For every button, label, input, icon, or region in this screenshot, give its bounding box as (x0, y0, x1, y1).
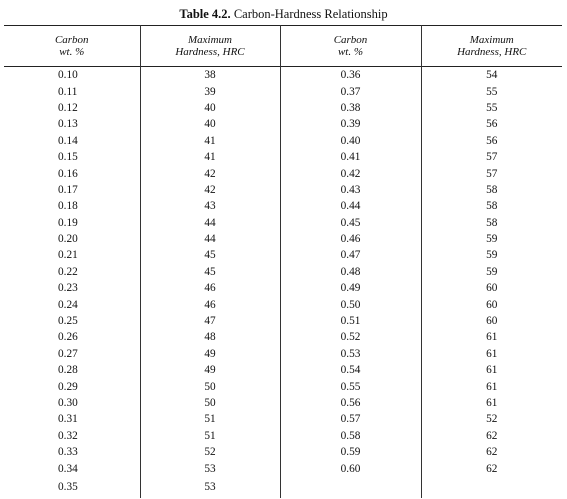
hardness-cell: 51 (140, 428, 280, 444)
hardness-cell: 40 (140, 116, 280, 132)
hardness-cell: 58 (421, 215, 562, 231)
hardness-cell: 56 (421, 116, 562, 132)
table-row (4, 231, 562, 247)
carbon-cell: 0.32 (58, 429, 78, 442)
table-row (4, 428, 562, 444)
carbon-cell: 0.50 (280, 296, 421, 312)
carbon-cell: 0.33 (58, 446, 78, 459)
carbon-cell: 0.56 (280, 395, 421, 411)
table-row (4, 362, 562, 378)
header-hardness-1 (140, 26, 280, 67)
table-row (4, 67, 562, 84)
carbon-cell (280, 477, 421, 498)
table-row (4, 215, 562, 231)
table-row (4, 411, 562, 427)
hardness-cell: 48 (140, 329, 280, 345)
hardness-cell (421, 477, 562, 498)
hardness-cell: 52 (421, 411, 562, 427)
hardness-cell: 59 (421, 264, 562, 280)
hardness-cell: 42 (140, 182, 280, 198)
carbon-cell: 0.39 (280, 116, 421, 132)
table-row (4, 198, 562, 214)
header-carbon-2-line2: wt. % (337, 46, 364, 58)
hardness-cell: 60 (421, 296, 562, 312)
hardness-cell: 61 (421, 362, 562, 378)
table-row (4, 296, 562, 312)
carbon-cell: 0.51 (280, 313, 421, 329)
hardness-cell: 51 (140, 411, 280, 427)
table-number: Table 4.2. (179, 7, 231, 21)
header-carbon-1 (4, 26, 140, 67)
table-header (4, 26, 562, 67)
carbon-cell: 0.60 (280, 460, 421, 476)
carbon-cell: 0.37 (280, 83, 421, 99)
table-row (4, 444, 562, 460)
hardness-cell: 61 (421, 346, 562, 362)
carbon-cell: 0.34 (58, 462, 78, 475)
hardness-cell: 46 (140, 280, 280, 296)
carbon-cell: 0.58 (280, 428, 421, 444)
hardness-cell: 50 (140, 378, 280, 394)
table-row (4, 395, 562, 411)
table-row (4, 378, 562, 394)
hardness-cell: 45 (140, 247, 280, 263)
hardness-cell: 39 (140, 83, 280, 99)
carbon-cell: 0.48 (280, 264, 421, 280)
carbon-cell: 0.59 (280, 444, 421, 460)
hardness-cell: 55 (421, 83, 562, 99)
table-row (4, 247, 562, 263)
carbon-cell: 0.53 (280, 346, 421, 362)
table-row (4, 313, 562, 329)
hardness-cell: 56 (421, 133, 562, 149)
header-hardness-2-line2: Hardness, HRC (457, 46, 527, 58)
hardness-cell: 54 (421, 67, 562, 84)
carbon-cell: 0.43 (280, 182, 421, 198)
carbon-cell: 0.49 (280, 280, 421, 296)
carbon-cell: 0.17 (58, 183, 78, 196)
hardness-cell: 57 (421, 165, 562, 181)
carbon-cell: 0.21 (58, 249, 78, 262)
hardness-cell: 41 (140, 133, 280, 149)
hardness-cell: 41 (140, 149, 280, 165)
carbon-cell: 0.22 (58, 265, 78, 278)
hardness-cell: 47 (140, 313, 280, 329)
carbon-cell: 0.27 (58, 347, 78, 360)
carbon-cell: 0.41 (280, 149, 421, 165)
hardness-cell: 60 (421, 313, 562, 329)
table-row (4, 264, 562, 280)
header-hardness-2-line1: Maximum (469, 34, 514, 46)
header-carbon-1-line2: wt. % (59, 46, 85, 58)
carbon-cell: 0.24 (58, 298, 78, 311)
table-caption: Carbon-Hardness Relationship (233, 7, 388, 21)
hardness-cell: 49 (140, 362, 280, 378)
hardness-cell: 52 (140, 444, 280, 460)
table-row (4, 165, 562, 181)
table-row (4, 182, 562, 198)
hardness-cell: 60 (421, 280, 562, 296)
table-row (4, 133, 562, 149)
table-body (4, 67, 562, 498)
header-carbon-1-line1: Carbon (54, 34, 89, 46)
table-row (4, 116, 562, 132)
table-row (4, 280, 562, 296)
hardness-cell: 40 (140, 100, 280, 116)
carbon-cell: 0.23 (58, 282, 78, 295)
hardness-cell: 59 (421, 231, 562, 247)
carbon-cell: 0.40 (280, 133, 421, 149)
hardness-cell: 49 (140, 346, 280, 362)
table-row (4, 83, 562, 99)
carbon-cell: 0.36 (280, 67, 421, 84)
table-row (4, 477, 562, 498)
carbon-cell: 0.42 (280, 165, 421, 181)
hardness-cell: 42 (140, 165, 280, 181)
hardness-cell: 53 (140, 460, 280, 476)
hardness-cell: 43 (140, 198, 280, 214)
carbon-cell: 0.19 (58, 216, 78, 229)
carbon-cell: 0.25 (58, 315, 78, 328)
carbon-hardness-table (4, 25, 562, 498)
hardness-cell: 62 (421, 444, 562, 460)
hardness-cell: 44 (140, 231, 280, 247)
hardness-cell: 46 (140, 296, 280, 312)
carbon-cell: 0.10 (58, 69, 78, 82)
hardness-cell: 57 (421, 149, 562, 165)
header-carbon-2-line1: Carbon (333, 34, 368, 46)
carbon-cell: 0.15 (58, 151, 78, 164)
carbon-cell: 0.44 (280, 198, 421, 214)
header-hardness-1-line1: Maximum (188, 34, 232, 46)
carbon-cell: 0.28 (58, 364, 78, 377)
carbon-cell: 0.46 (280, 231, 421, 247)
carbon-cell: 0.11 (58, 85, 78, 98)
carbon-cell: 0.54 (280, 362, 421, 378)
table-row (4, 149, 562, 165)
carbon-cell: 0.12 (58, 101, 78, 114)
carbon-cell: 0.52 (280, 329, 421, 345)
carbon-cell: 0.29 (58, 380, 78, 393)
table-row (4, 460, 562, 476)
hardness-cell: 61 (421, 378, 562, 394)
carbon-cell: 0.20 (58, 233, 78, 246)
header-hardness-1-line2: Hardness, HRC (175, 46, 245, 58)
hardness-cell: 45 (140, 264, 280, 280)
carbon-cell: 0.55 (280, 378, 421, 394)
hardness-cell: 62 (421, 460, 562, 476)
carbon-cell: 0.31 (58, 413, 78, 426)
table-row (4, 100, 562, 116)
carbon-cell: 0.18 (58, 200, 78, 213)
carbon-cell: 0.57 (280, 411, 421, 427)
hardness-cell: 53 (140, 477, 280, 498)
carbon-cell: 0.13 (58, 118, 78, 131)
hardness-cell: 61 (421, 329, 562, 345)
hardness-cell: 58 (421, 182, 562, 198)
hardness-cell: 44 (140, 215, 280, 231)
hardness-cell: 62 (421, 428, 562, 444)
header-row (4, 26, 562, 67)
carbon-cell: 0.38 (280, 100, 421, 116)
header-hardness-2 (421, 26, 562, 67)
carbon-cell: 0.16 (58, 167, 78, 180)
carbon-cell: 0.30 (58, 397, 78, 409)
carbon-cell: 0.47 (280, 247, 421, 263)
hardness-cell: 50 (140, 395, 280, 411)
header-carbon-2 (280, 26, 421, 67)
hardness-cell: 55 (421, 100, 562, 116)
table-row (4, 346, 562, 362)
carbon-cell: 0.26 (58, 331, 78, 344)
hardness-cell: 58 (421, 198, 562, 214)
carbon-cell: 0.45 (280, 215, 421, 231)
carbon-cell: 0.14 (58, 134, 78, 147)
table-row (4, 329, 562, 345)
carbon-cell: 0.35 (58, 481, 78, 494)
table-title (0, 7, 567, 22)
hardness-cell: 38 (140, 67, 280, 84)
hardness-cell: 59 (421, 247, 562, 263)
hardness-cell: 61 (421, 395, 562, 411)
